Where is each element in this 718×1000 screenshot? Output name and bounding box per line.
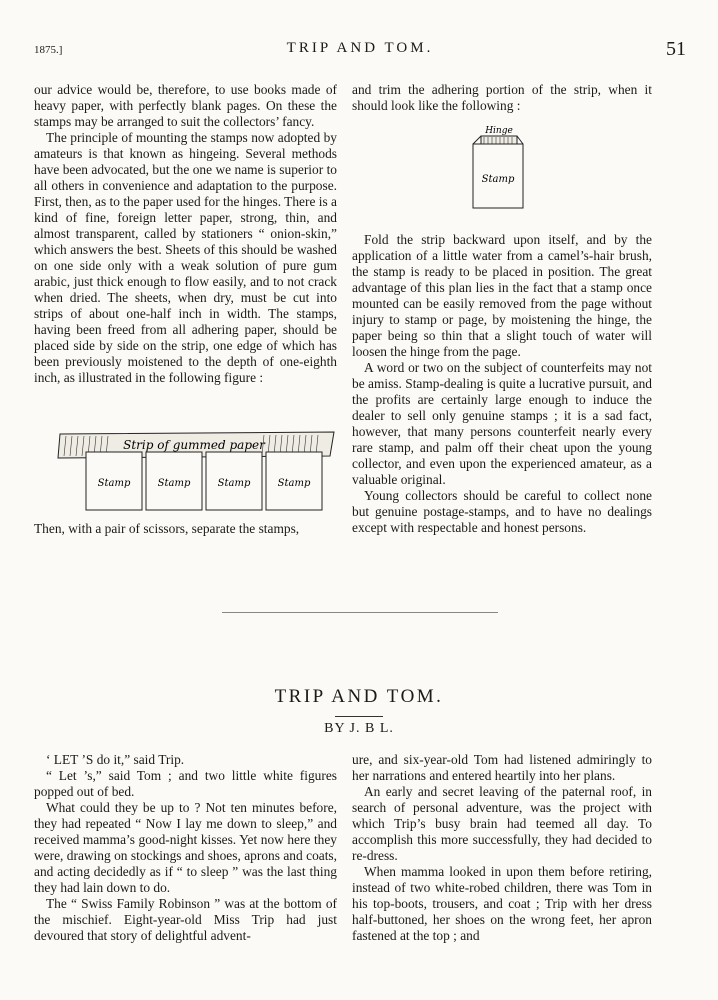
- article-paragraph: A word or two on the subject of counterfeits may not be amiss. Stamp-dealing is quite a lucrative pursuit, and the profits are certainly large enough to induce the dealer to sell only genuine stamps ; it is a sad fact, however, that many persons counterfeit nearly every rare stamp, and palm off their cheat upon the young collector, and even upon the experienced amateur, as a valuable original.: [352, 360, 652, 487]
- hinge-figure: [469, 124, 525, 210]
- hinge-label: Hinge: [485, 126, 513, 136]
- stamp-label: Stamp: [97, 478, 131, 489]
- article-right-column: [352, 232, 652, 536]
- story-paragraph: When mamma looked in upon them before retiring, instead of two white-robed children, there was Tom in his top-boots, trousers, and coat ; Trip with her dress half-buttoned, her shoes on the wrong feet, her apron fastened at the top ; and: [352, 864, 652, 943]
- article-paragraph: Fold the strip backward upon itself, and by the application of a little water from a camel’s-hair brush, the stamp is ready to be placed in position. The great advantage of this plan lies in the fact that a stamp once mounted can be easily removed from the page without injury to stamp or page, by moistening the hinge, the paper being so thin that a slight touch of water will loosen the hinge from the page.: [352, 232, 652, 359]
- story-paragraph: What could they be up to ? Not ten minutes before, they had repeated “ Now I lay me down to sleep,” and received mamma’s good-night kisses. Yet now here they were, drawing on stockings and shoes, aprons and coats, and acting decidedly as if “ to sleep ” was the last thing they had lain down to do.: [34, 800, 337, 895]
- gummed-strip-figure: [54, 430, 340, 516]
- story-paragraph: “ Let ’s,” said Tom ; and two little white figures popped out of bed.: [34, 768, 337, 799]
- hinge-stamp-label: Stamp: [481, 174, 515, 185]
- stamp-label: Stamp: [277, 478, 311, 489]
- article-paragraph: our advice would be, therefore, to use books made of heavy paper, with perfectly blank pages. On these the stamps may be arranged to suit the collectors’ fancy.: [34, 82, 337, 129]
- story-paragraph: ure, and six-year-old Tom had listened admiringly to her narrations and entered heartily into her plans.: [352, 752, 652, 783]
- section-separator: [222, 612, 498, 613]
- story-paragraph: An early and secret leaving of the paternal roof, in search of personal adventure, was the project with which Trip’s busy brain had teemed all day. To accomplish this more successfully, they had decided to re-dress.: [352, 784, 652, 863]
- running-head: [34, 40, 686, 60]
- story-byline: BY J. B L.: [324, 721, 394, 736]
- stamp-label: Stamp: [217, 478, 251, 489]
- article-paragraph: and trim the adhering portion of the strip, when it should look like the following :: [352, 82, 652, 113]
- article-left-column: [34, 82, 337, 386]
- article-paragraph: The principle of mounting the stamps now adopted by amateurs is that known as hingeing. Several methods have been advocated, but the one we name is superior to all others in convenience and adaptation to the purpose. First, then, as to the paper used for the hinges. There is a kind of fine, foreign letter paper, strong, thin, and almost transparent, called by stationers “ onion-skin,” which answers the best. Sheets of this should be washed on one side only with a weak solution of pure gum arabic, just thick enough to flow easily, and to not crack when dried. The sheets, when dry, must be cut into strips of about one-half inch in width. The stamps, having been freed from all adhering paper, should be placed side by side on the strip, one edge of which has been previously moistened to the depth of one-eighth inch, as illustrated in the following figure :: [34, 130, 337, 385]
- stamp-label: Stamp: [157, 478, 191, 489]
- article-paragraph: Young collectors should be careful to collect none but genuine postage-stamps, and to have no dealings except with respectable and honest persons.: [352, 488, 652, 535]
- story-right-column: [352, 752, 652, 944]
- strip-label: Strip of gummed paper: [123, 438, 265, 452]
- header-title: TRIP AND TOM.: [286, 40, 434, 56]
- story-paragraph: ‘ LET ’S do it,” said Trip.: [46, 752, 185, 767]
- title-rule: [335, 716, 383, 717]
- header-year: 1875.]: [34, 44, 63, 56]
- page-number: 51: [666, 38, 686, 60]
- story-left-column: [34, 752, 337, 944]
- article-left-column-continued: [34, 521, 337, 537]
- article-right-column-intro: [352, 82, 652, 114]
- story-title: TRIP AND TOM.: [274, 686, 444, 707]
- article-paragraph: Then, with a pair of scissors, separate the stamps,: [34, 521, 300, 536]
- story-paragraph: The “ Swiss Family Robinson ” was at the bottom of the mischief. Eight-year-old Miss Trip had just devoured that story of delightful advent-: [34, 896, 337, 943]
